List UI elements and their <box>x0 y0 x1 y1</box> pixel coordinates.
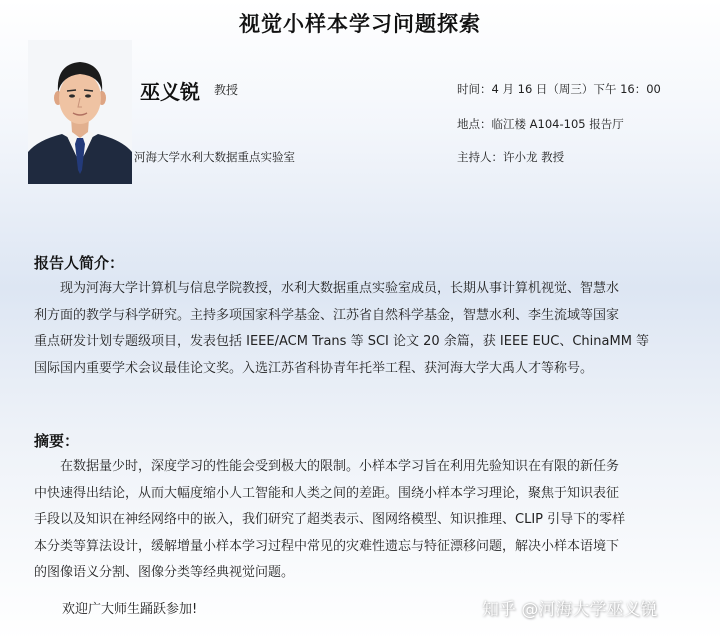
event-host: 主持人：许小龙 教授 <box>457 150 565 164</box>
bio-line: 利方面的教学与科学研究。主持多项国家科学基金、江苏省自然科学基金，智慧水利、李生流域等国家 <box>34 307 620 323</box>
speaker-name: 巫义锐 <box>140 80 200 104</box>
page-title: 视觉小样本学习问题探索 <box>239 12 481 36</box>
abstract-line: 在数据量少时，深度学习的性能会受到极大的限制。小样本学习旨在利用先验知识在有限的新任务 <box>60 459 620 474</box>
abstract-line: 的图像语义分割、图像分类等经典视觉问题。 <box>34 565 295 580</box>
watermark: 知乎 @河海大学巫义锐 <box>482 600 658 620</box>
speaker-rank: 教授 <box>214 83 239 97</box>
event-place: 地点：临江楼 A104-105 报告厅 <box>457 117 624 131</box>
bio-paragraph <box>34 276 684 382</box>
abstract-heading: 摘要： <box>34 432 80 450</box>
abstract-line: 中快速得出结论，从而大幅度缩小人工智能和人类之间的差距。围绕小样本学习理论，聚焦于知识表征 <box>34 485 620 501</box>
abstract-line: 手段以及知识在神经网络中的嵌入，我们研究了超类表示、图网络模型、知识推理、CLIP 引导下的零样 <box>34 512 626 527</box>
event-time: 时间：4 月 16 日（周三）下午 16：00 <box>457 82 661 96</box>
bio-line: 重点研发计划专题级项目，发表包括 IEEE/ACM Trans 等 SCI 论文 20 余篇，获 IEEE EUC、ChinaMM 等 <box>34 334 650 349</box>
speaker-affiliation: 河海大学水利大数据重点实验室 <box>134 150 295 164</box>
bio-line: 国际国内重要学术会议最佳论文奖。入选江苏省科协青年托举工程、获河海大学大禹人才等称号。 <box>34 360 594 376</box>
welcome-text: 欢迎广大师生踊跃参加! <box>62 602 198 617</box>
speaker-photo <box>28 40 132 184</box>
abstract-paragraph <box>34 454 684 587</box>
bio-heading: 报告人简介： <box>34 254 125 272</box>
abstract-line: 本分类等算法设计，缓解增量小样本学习过程中常见的灾难性遗忘与特征漂移问题，解决小样本语境下 <box>34 538 620 554</box>
bio-line: 现为河海大学计算机与信息学院教授，水利大数据重点实验室成员，长期从事计算机视觉、智慧水 <box>60 281 620 296</box>
